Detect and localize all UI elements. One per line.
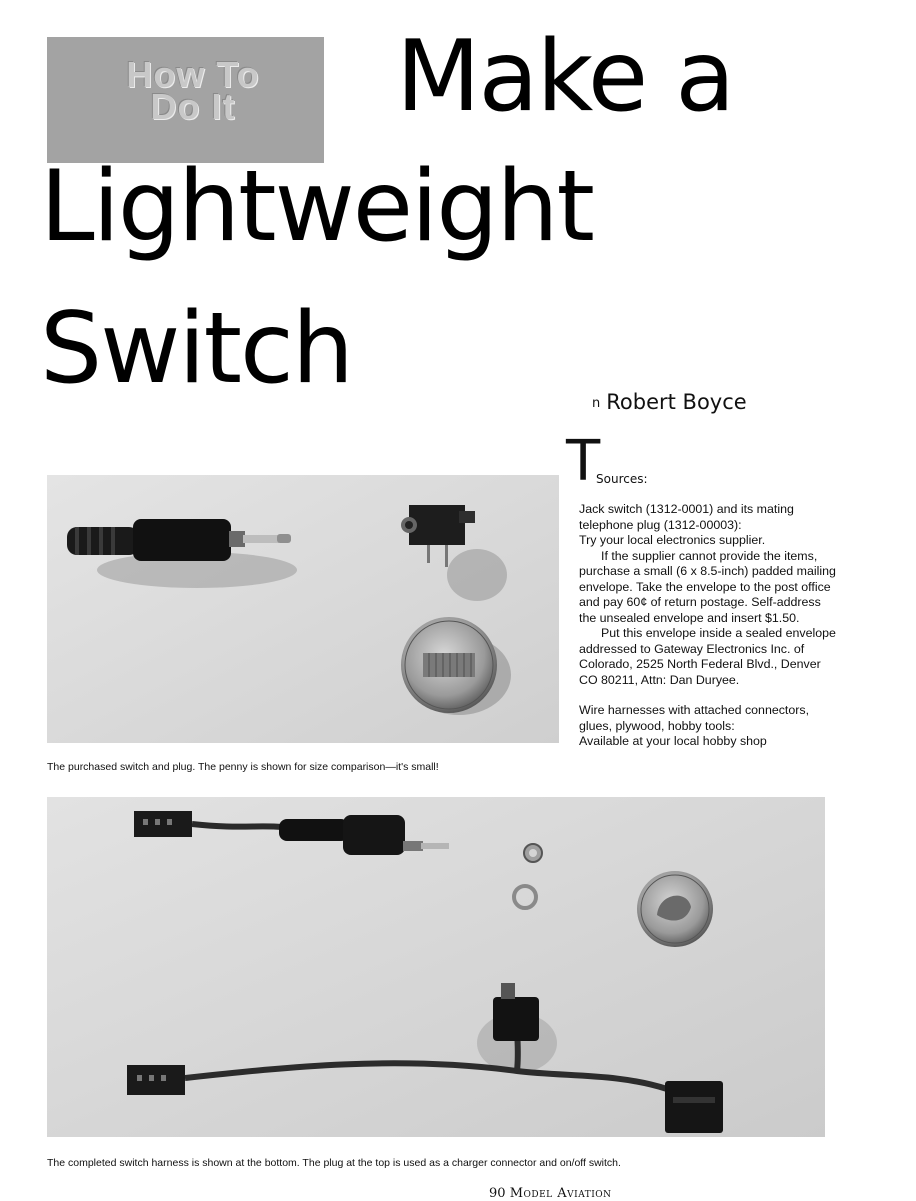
- title-line-2: Lightweight: [40, 150, 593, 264]
- sources-label: [592, 472, 648, 486]
- title-line-3: Switch: [40, 292, 353, 406]
- sources-label-text: Sources:: [596, 472, 648, 486]
- caption-photo-1: The purchased switch and plug. The penny is shown for size comparison—it's small!: [47, 761, 439, 773]
- sources-line: Try your local electronics supplier.: [579, 533, 766, 547]
- caption-photo-2: The completed switch harness is shown at the bottom. The plug at the top is used as a charger connector and on/off switch.: [47, 1157, 621, 1169]
- sources-line: telephone plug (1312-00003):: [579, 517, 742, 532]
- sources-line: Jack switch (1312-0001) and its mating: [579, 502, 794, 516]
- penny: [637, 871, 713, 947]
- sources-paragraph-1: If the supplier cannot provide the items, purchase a small (6 x 8.5-inch) padded mailing envelope. Take the envelope to the post office and pay 60¢ of return postage. Self-address the unsealed envelope and insert $1.50.: [579, 548, 836, 625]
- sources-sidebar: [579, 502, 839, 750]
- author-name: Robert Boyce: [606, 390, 747, 414]
- logo-text: [83, 54, 303, 127]
- logo-line-2: Do It: [150, 86, 236, 127]
- photo-completed-harness: [47, 797, 825, 1137]
- penny: [401, 617, 497, 713]
- page-number: 90: [489, 1186, 506, 1201]
- title-line-1: Make a: [396, 20, 734, 134]
- byline: [592, 390, 747, 414]
- magazine-name: Model Aviation: [509, 1186, 612, 1201]
- logo-line-1: How To: [126, 54, 260, 95]
- sources-paragraph-2: Put this envelope inside a sealed envelope addressed to Gateway Electronics Inc. of Colorado, 2525 North Federal Blvd., Denver CO 80211, Attn: Dan Duryee.: [579, 626, 836, 687]
- spacer: [579, 688, 839, 703]
- photo-switch-and-plug: [47, 475, 559, 743]
- byline-bullet: n: [592, 395, 601, 411]
- sources-line: Available at your local hobby shop: [579, 734, 767, 748]
- sources-line: glues, plywood, hobby tools:: [579, 718, 735, 733]
- drop-cap: T: [566, 429, 601, 494]
- how-to-do-it-logo: [47, 37, 324, 163]
- page-footer: [489, 1186, 612, 1201]
- sources-line: Wire harnesses with attached connectors,: [579, 703, 810, 717]
